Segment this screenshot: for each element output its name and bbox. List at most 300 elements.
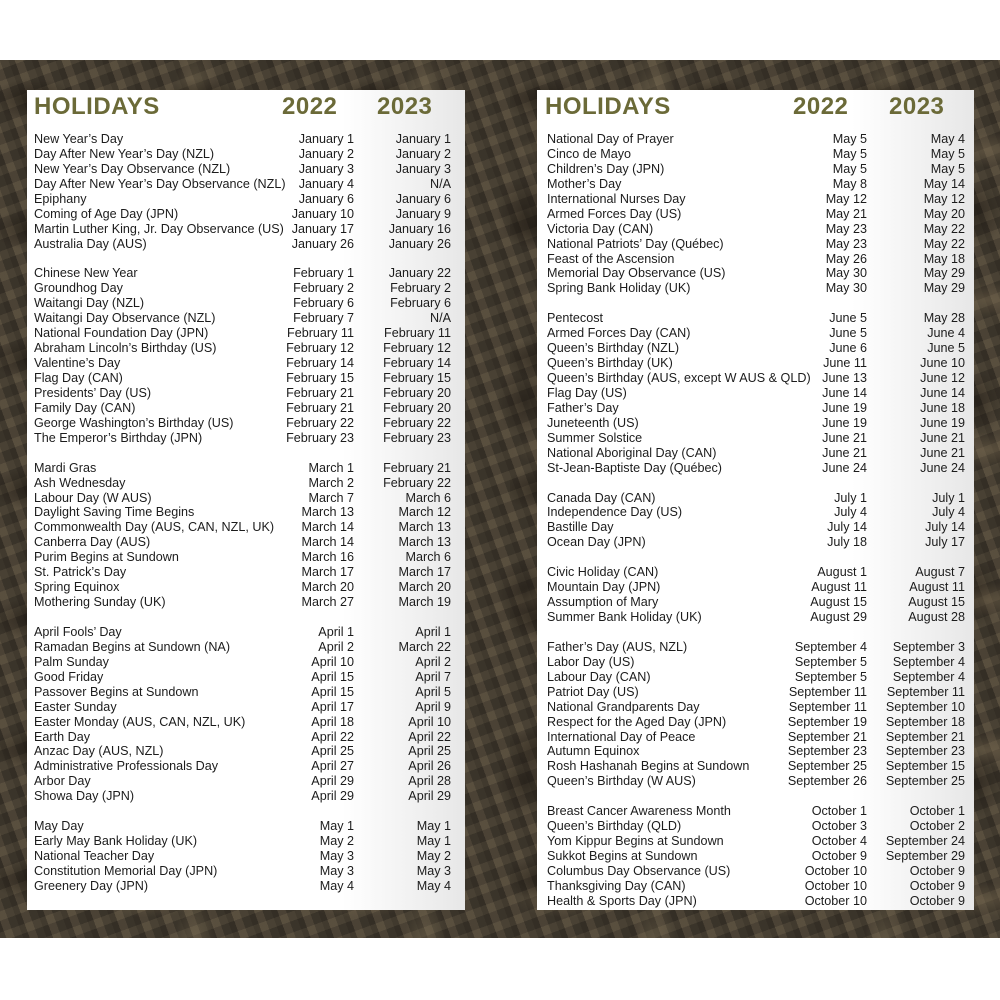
date-2022: March 14	[301, 520, 354, 535]
holiday-row	[27, 520, 465, 535]
date-2022: April 27	[311, 759, 354, 774]
holiday-row	[27, 177, 465, 192]
date-2022: January 10	[291, 206, 354, 221]
date-2023: February 22	[383, 415, 451, 430]
date-2022: March 16	[301, 550, 354, 565]
date-2022: May 2	[319, 834, 354, 849]
holiday-name: Arbor Day	[34, 774, 91, 789]
date-2023: September 24	[885, 834, 965, 849]
date-2023: January 1	[395, 132, 451, 146]
holiday-name: Father’s Day	[547, 400, 619, 415]
holiday-row	[537, 505, 974, 520]
holiday-name: Respect for the Aged Day (JPN)	[547, 714, 727, 729]
date-2023: June 5	[927, 341, 965, 356]
holiday-row	[537, 386, 974, 401]
date-2023: February 12	[383, 341, 451, 356]
holiday-row	[537, 416, 974, 431]
holiday-name: April Fools’ Day	[34, 624, 122, 639]
date-2022: January 26	[291, 236, 354, 251]
date-2022: October 1	[811, 804, 867, 819]
holiday-name: Labor Day (US)	[547, 654, 635, 669]
date-2023: October 9	[909, 893, 965, 908]
date-2022: February 1	[293, 266, 354, 281]
holiday-name: Spring Bank Holiday (UK)	[547, 281, 691, 296]
holiday-row	[537, 207, 974, 222]
date-2023: July 14	[925, 520, 965, 535]
holiday-name: Waitangi Day Observance (NZL)	[34, 311, 216, 326]
group-spacer	[27, 252, 465, 267]
date-2023: May 4	[930, 132, 965, 146]
date-2022: April 29	[311, 789, 354, 804]
date-2022: March 14	[301, 535, 354, 550]
holiday-row	[537, 655, 974, 670]
date-2022: August 11	[811, 580, 867, 595]
date-2023: May 29	[923, 281, 965, 296]
date-2022: July 18	[827, 535, 867, 550]
date-2022: July 4	[834, 505, 867, 520]
holiday-row	[27, 879, 465, 894]
holiday-name: Flag Day (US)	[547, 385, 627, 400]
date-2023: September 21	[885, 729, 965, 744]
date-2022: September 4	[794, 639, 867, 654]
holiday-name: Palm Sunday	[34, 654, 109, 669]
date-2022: October 10	[804, 878, 867, 893]
holiday-row	[537, 759, 974, 774]
right-holiday-panel	[537, 90, 974, 910]
holiday-row	[27, 550, 465, 565]
date-2023: February 14	[383, 356, 451, 371]
group-spacer	[27, 446, 465, 461]
date-2022: May 30	[825, 266, 867, 281]
date-2022: September 11	[788, 699, 867, 714]
date-2023: September 29	[885, 849, 965, 863]
date-2023: October 9	[909, 878, 965, 893]
date-2023: June 10	[920, 356, 965, 371]
date-2023: January 22	[388, 266, 451, 281]
holiday-row	[27, 237, 465, 252]
holiday-name: Easter Sunday	[34, 699, 117, 714]
holiday-name: Victoria Day (CAN)	[547, 221, 654, 236]
holiday-name: International Day of Peace	[547, 729, 696, 744]
date-2023: June 19	[920, 415, 965, 430]
right-panel-year-2023: 2023	[889, 93, 945, 120]
holiday-row	[27, 595, 465, 610]
holiday-row	[27, 416, 465, 431]
date-2022: October 9	[811, 849, 867, 863]
holiday-name: Labour Day (CAN)	[547, 669, 651, 684]
holiday-row	[27, 670, 465, 685]
holiday-row	[27, 461, 465, 476]
date-2023: July 1	[932, 490, 965, 505]
holiday-row	[537, 744, 974, 759]
date-2022: June 14	[822, 385, 867, 400]
holiday-row	[537, 580, 974, 595]
holiday-row	[537, 640, 974, 655]
date-2022: February 22	[286, 415, 354, 430]
holiday-row	[27, 744, 465, 759]
holiday-row	[27, 759, 465, 774]
right-panel-title: HOLIDAYS	[545, 93, 671, 120]
date-2022: June 19	[822, 400, 867, 415]
holiday-name: Ash Wednesday	[34, 475, 126, 490]
holiday-name: Purim Begins at Sundown	[34, 550, 179, 565]
date-2022: September 26	[787, 774, 867, 789]
date-2023: March 19	[398, 595, 451, 610]
date-2023: October 2	[909, 819, 965, 834]
holiday-row	[537, 431, 974, 446]
date-2023: July 4	[932, 505, 965, 520]
holiday-row	[27, 207, 465, 222]
holiday-row	[27, 834, 465, 849]
holiday-row	[537, 461, 974, 476]
holiday-row	[27, 625, 465, 640]
date-2023: January 3	[395, 161, 451, 176]
date-2023: February 15	[383, 371, 451, 385]
holiday-row	[27, 491, 465, 506]
date-2023: May 3	[416, 863, 451, 878]
holiday-name: Independence Day (US)	[547, 505, 683, 520]
holiday-row	[27, 192, 465, 207]
right-holiday-list	[537, 132, 974, 909]
holiday-row	[537, 834, 974, 849]
date-2022: February 11	[287, 326, 354, 341]
holiday-row	[537, 237, 974, 252]
left-holiday-list	[27, 132, 465, 894]
date-2023: January 2	[395, 146, 451, 161]
holiday-name: Assumption of Mary	[547, 595, 659, 610]
holiday-row	[537, 177, 974, 192]
date-2022: October 10	[804, 893, 867, 908]
date-2023: June 12	[920, 371, 965, 385]
date-2022: May 8	[832, 176, 867, 191]
date-2022: August 1	[817, 565, 867, 580]
date-2023: May 14	[923, 176, 965, 191]
date-2023: February 20	[383, 385, 451, 400]
holiday-name: Earth Day	[34, 729, 90, 744]
date-2022: May 1	[319, 819, 354, 834]
date-2023: N/A	[430, 176, 451, 191]
date-2023: June 24	[920, 460, 965, 475]
date-2022: June 5	[829, 326, 867, 341]
date-2022: February 12	[286, 341, 354, 356]
left-holiday-panel	[27, 90, 465, 910]
holiday-row	[537, 804, 974, 819]
holiday-name: National Grandparents Day	[547, 699, 700, 714]
holiday-row	[27, 774, 465, 789]
date-2022: February 6	[293, 296, 354, 311]
holiday-name: Memorial Day Observance (US)	[547, 266, 726, 281]
holiday-name: Groundhog Day	[34, 281, 123, 296]
holiday-row	[27, 685, 465, 700]
date-2023: March 6	[405, 550, 451, 565]
holiday-row	[537, 774, 974, 789]
holiday-row	[537, 341, 974, 356]
holiday-row	[27, 819, 465, 834]
holiday-name: Feast of the Ascension	[547, 251, 675, 266]
date-2022: April 29	[311, 774, 354, 789]
date-2023: June 18	[920, 400, 965, 415]
holiday-row	[27, 640, 465, 655]
date-2023: September 25	[885, 774, 965, 789]
date-2022: March 1	[308, 460, 354, 475]
holiday-name: Juneteenth (US)	[547, 415, 639, 430]
date-2023: May 22	[923, 221, 965, 236]
holiday-row	[537, 849, 974, 864]
group-spacer	[537, 550, 974, 565]
holiday-name: Greenery Day (JPN)	[34, 878, 149, 893]
date-2022: June 6	[829, 341, 867, 356]
holiday-name: Canada Day (CAN)	[547, 490, 656, 505]
date-2022: May 23	[825, 236, 867, 251]
holiday-name: Waitangi Day (NZL)	[34, 296, 145, 311]
holiday-name: Queen’s Birthday (UK)	[547, 356, 673, 371]
holiday-name: Father’s Day (AUS, NZL)	[547, 639, 688, 654]
date-2023: April 5	[415, 684, 451, 699]
holiday-name: Chinese New Year	[34, 266, 138, 281]
holiday-row	[27, 505, 465, 520]
holiday-name: Day After New Year’s Day (NZL)	[34, 146, 215, 161]
holiday-name: The Emperor’s Birthday (JPN)	[34, 430, 203, 445]
holiday-name: Martin Luther King, Jr. Day Observance (US)	[34, 221, 284, 236]
date-2023: May 5	[930, 146, 965, 161]
holiday-name: Mother’s Day	[547, 176, 622, 191]
date-2023: May 1	[416, 819, 451, 834]
holiday-name: George Washington’s Birthday (US)	[34, 415, 234, 430]
date-2023: February 2	[390, 281, 451, 296]
date-2022: February 21	[286, 400, 354, 415]
date-2022: April 17	[311, 699, 354, 714]
date-2022: September 5	[794, 669, 867, 684]
date-2022: February 15	[286, 371, 354, 385]
date-2023: March 12	[398, 505, 451, 520]
left-panel-header	[27, 93, 465, 129]
date-2022: January 2	[298, 146, 354, 161]
holiday-name: Abraham Lincoln’s Birthday (US)	[34, 341, 217, 356]
date-2022: May 5	[832, 146, 867, 161]
date-2023: April 25	[408, 744, 451, 759]
holiday-name: Sukkot Begins at Sundown	[547, 849, 698, 863]
date-2023: April 2	[415, 654, 451, 669]
date-2022: September 23	[787, 744, 867, 759]
holiday-name: Children’s Day (JPN)	[547, 161, 665, 176]
group-spacer	[537, 296, 974, 311]
holiday-name: Summer Bank Holiday (UK)	[547, 610, 702, 624]
holiday-name: Easter Monday (AUS, CAN, NZL, UK)	[34, 714, 246, 729]
date-2023: September 10	[885, 699, 965, 714]
holiday-row	[537, 281, 974, 296]
date-2023: May 2	[416, 849, 451, 863]
holiday-name: National Day of Prayer	[547, 132, 674, 146]
holiday-name: Australia Day (AUS)	[34, 236, 147, 251]
holiday-name: Rosh Hashanah Begins at Sundown	[547, 759, 750, 774]
holiday-name: Family Day (CAN)	[34, 400, 136, 415]
holiday-name: Thanksgiving Day (CAN)	[547, 878, 686, 893]
date-2022: May 3	[319, 849, 354, 863]
holiday-row	[537, 147, 974, 162]
date-2022: April 25	[311, 744, 354, 759]
holiday-row	[537, 266, 974, 281]
holiday-row	[27, 147, 465, 162]
holiday-name: Queen’s Birthday (AUS, except W AUS & QLD)	[547, 371, 811, 385]
date-2023: February 21	[383, 460, 451, 475]
date-2023: August 7	[915, 565, 965, 580]
holiday-name: Autumn Equinox	[547, 744, 640, 759]
holiday-row	[27, 700, 465, 715]
date-2023: April 9	[415, 699, 451, 714]
holiday-row	[537, 371, 974, 386]
date-2023: August 15	[908, 595, 965, 610]
date-2022: March 7	[308, 490, 354, 505]
date-2022: February 21	[286, 385, 354, 400]
date-2022: September 25	[787, 759, 867, 774]
date-2022: March 13	[301, 505, 354, 520]
date-2023: May 5	[930, 161, 965, 176]
left-panel-year-2022: 2022	[282, 93, 338, 120]
holiday-name: Queen’s Birthday (W AUS)	[547, 774, 696, 789]
date-2022: September 21	[787, 729, 867, 744]
holiday-row	[27, 864, 465, 879]
date-2023: June 14	[920, 385, 965, 400]
holiday-row	[27, 132, 465, 147]
holiday-name: Breast Cancer Awareness Month	[547, 804, 731, 819]
holiday-row	[537, 132, 974, 147]
date-2023: February 23	[383, 430, 451, 445]
date-2022: September 19	[787, 714, 867, 729]
date-2022: October 3	[811, 819, 867, 834]
date-2022: October 4	[811, 834, 867, 849]
holiday-name: Ocean Day (JPN)	[547, 535, 646, 550]
holiday-name: Day After New Year’s Day Observance (NZL)	[34, 176, 286, 191]
date-2023: June 4	[927, 326, 965, 341]
date-2023: January 26	[388, 236, 451, 251]
holiday-row	[27, 266, 465, 281]
date-2022: March 20	[301, 580, 354, 595]
holiday-name: Patriot Day (US)	[547, 684, 639, 699]
date-2023: April 29	[408, 789, 451, 804]
date-2023: September 4	[892, 669, 965, 684]
date-2023: March 13	[398, 535, 451, 550]
date-2023: September 23	[885, 744, 965, 759]
date-2022: January 1	[298, 132, 354, 146]
date-2023: August 28	[908, 610, 965, 624]
holiday-name: New Year’s Day Observance (NZL)	[34, 161, 231, 176]
holiday-row	[537, 819, 974, 834]
date-2022: March 27	[301, 595, 354, 610]
holiday-name: May Day	[34, 819, 84, 834]
date-2023: May 4	[416, 878, 451, 893]
holiday-name: Canberra Day (AUS)	[34, 535, 151, 550]
date-2023: June 21	[920, 445, 965, 460]
holiday-name: New Year’s Day	[34, 132, 124, 146]
date-2023: April 1	[415, 624, 451, 639]
date-2022: April 18	[311, 714, 354, 729]
holiday-row	[537, 670, 974, 685]
group-spacer	[537, 625, 974, 640]
date-2023: May 22	[923, 236, 965, 251]
holiday-row	[537, 162, 974, 177]
holiday-row	[27, 326, 465, 341]
holiday-name: Mothering Sunday (UK)	[34, 595, 166, 610]
date-2023: September 4	[892, 654, 965, 669]
holiday-name: Mardi Gras	[34, 460, 97, 475]
holiday-row	[537, 520, 974, 535]
holiday-name: Presidents’ Day (US)	[34, 385, 152, 400]
date-2022: August 29	[810, 610, 867, 624]
holiday-name: Pentecost	[547, 311, 604, 326]
right-panel-year-2022: 2022	[793, 93, 849, 120]
holiday-row	[27, 476, 465, 491]
date-2022: October 10	[804, 863, 867, 878]
holiday-name: Coming of Age Day (JPN)	[34, 206, 179, 221]
date-2022: January 4	[298, 176, 354, 191]
date-2022: April 15	[311, 684, 354, 699]
date-2022: January 17	[291, 221, 354, 236]
date-2023: May 28	[923, 311, 965, 326]
group-spacer	[537, 476, 974, 491]
holiday-name: Spring Equinox	[34, 580, 120, 595]
date-2023: February 11	[384, 326, 451, 341]
holiday-row	[537, 879, 974, 894]
holiday-row	[27, 580, 465, 595]
holiday-name: Passover Begins at Sundown	[34, 684, 199, 699]
date-2023: January 9	[395, 206, 451, 221]
holiday-row	[27, 386, 465, 401]
date-2022: July 1	[834, 490, 867, 505]
group-spacer	[537, 789, 974, 804]
date-2022: September 5	[794, 654, 867, 669]
date-2022: March 17	[301, 565, 354, 580]
date-2023: April 26	[408, 759, 451, 774]
holiday-name: Good Friday	[34, 669, 104, 684]
holiday-row	[537, 610, 974, 625]
holiday-name: National Teacher Day	[34, 849, 155, 863]
holiday-row	[27, 222, 465, 237]
holiday-name: Epiphany	[34, 191, 87, 206]
holiday-name: International Nurses Day	[547, 191, 686, 206]
holiday-row	[537, 700, 974, 715]
date-2023: March 13	[398, 520, 451, 535]
date-2023: February 6	[390, 296, 451, 311]
holiday-name: Queen’s Birthday (NZL)	[547, 341, 680, 356]
date-2023: May 29	[923, 266, 965, 281]
date-2022: May 5	[832, 132, 867, 146]
date-2022: February 14	[286, 356, 354, 371]
date-2022: April 10	[311, 654, 354, 669]
date-2023: April 10	[408, 714, 451, 729]
date-2022: June 19	[822, 415, 867, 430]
date-2023: N/A	[430, 311, 451, 326]
holiday-row	[537, 326, 974, 341]
date-2022: April 22	[311, 729, 354, 744]
holiday-name: Early May Bank Holiday (UK)	[34, 834, 198, 849]
holiday-name: Queen’s Birthday (QLD)	[547, 819, 682, 834]
holiday-row	[537, 222, 974, 237]
date-2022: May 26	[825, 251, 867, 266]
holiday-name: St. Patrick’s Day	[34, 565, 127, 580]
date-2023: September 18	[885, 714, 965, 729]
date-2023: April 28	[408, 774, 451, 789]
holiday-row	[537, 446, 974, 461]
date-2022: February 23	[286, 430, 354, 445]
holiday-name: Labour Day (W AUS)	[34, 490, 152, 505]
holiday-name: Yom Kippur Begins at Sundown	[547, 834, 724, 849]
holiday-row	[537, 715, 974, 730]
holiday-name: National Aboriginal Day (CAN)	[547, 445, 717, 460]
date-2023: March 17	[398, 565, 451, 580]
holiday-name: Armed Forces Day (CAN)	[547, 326, 691, 341]
date-2022: February 2	[293, 281, 354, 296]
holiday-row	[537, 685, 974, 700]
